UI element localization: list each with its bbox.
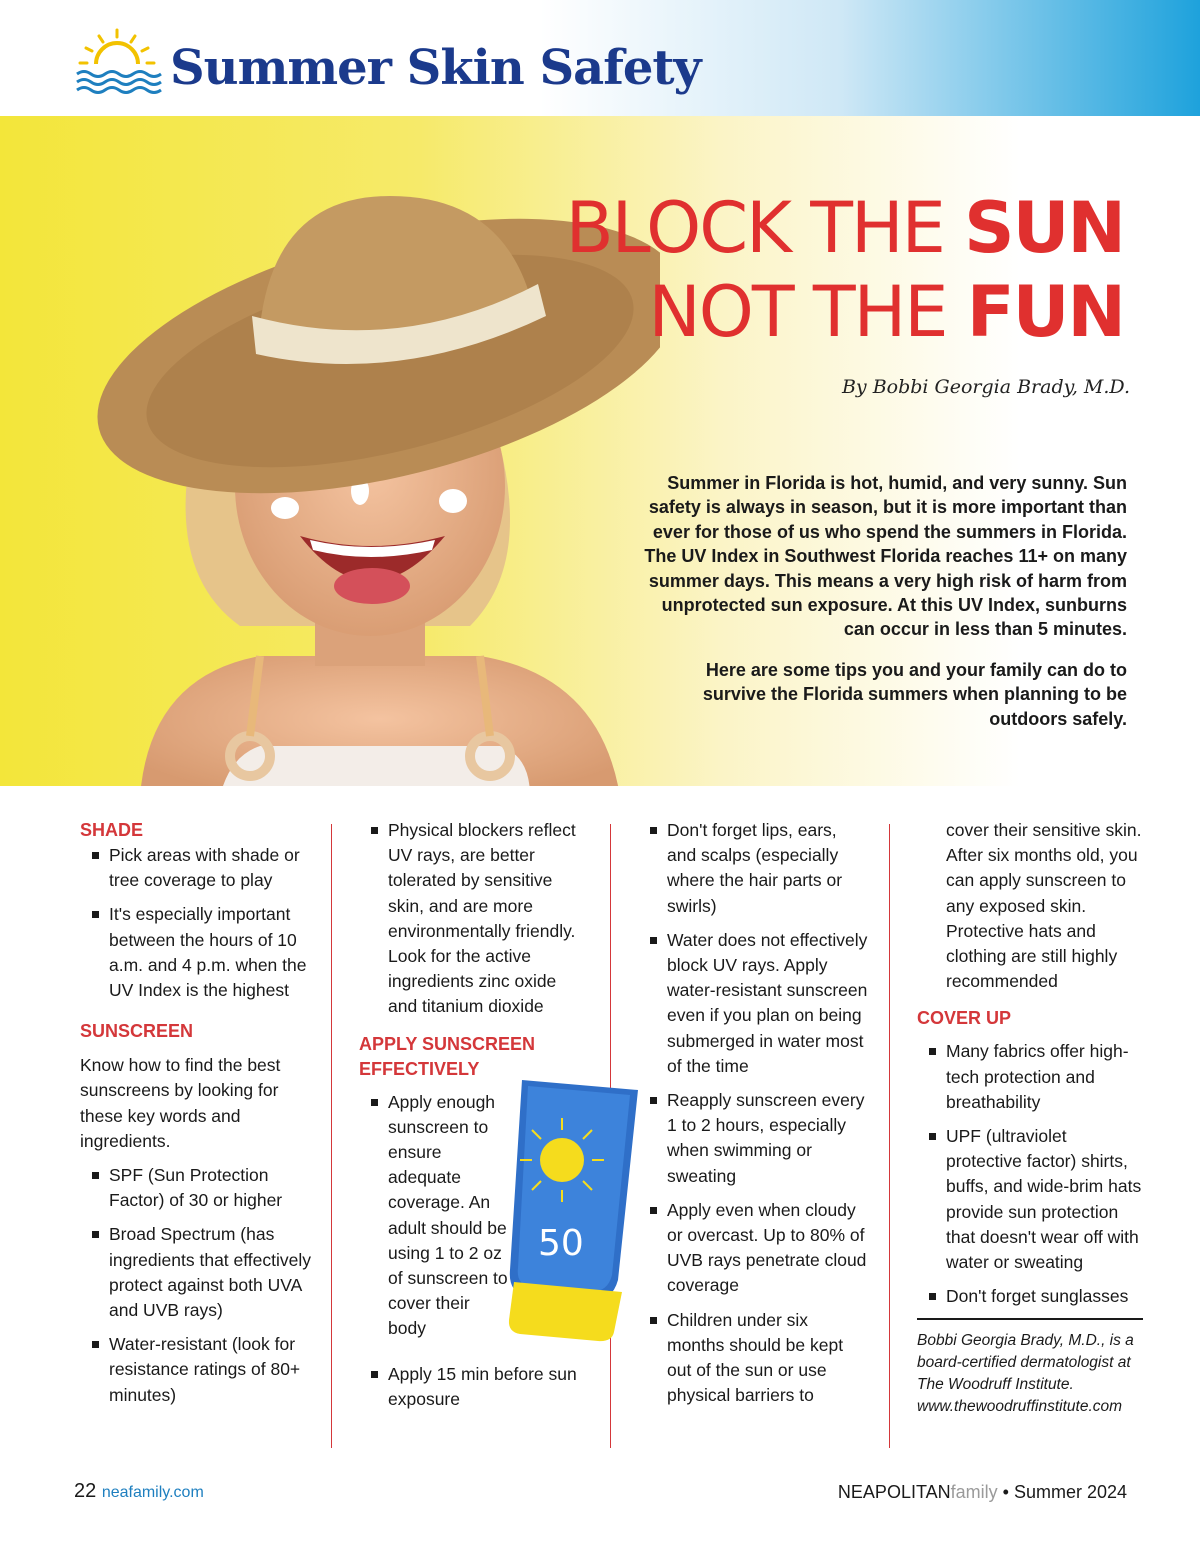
spf-label: 50 [538,1223,584,1264]
section-title: Summer Skin Safety [170,40,701,96]
cover-up-list [917,1039,1143,1309]
footer-right [838,1482,1127,1503]
list-item: Children under six months should be kept out of the sun or use physical barriers to [638,1308,870,1409]
tips-list [638,818,870,1408]
footer-left [74,1480,204,1503]
site-link[interactable]: neafamily.com [101,1484,204,1501]
list-item: Water does not effectively block UV rays. Apply water-resistant sunscreen even if you plan on being submerged in water most of the time [638,928,870,1079]
column-3 [638,818,870,1417]
sunscreen-intro: Know how to find the best sunscreens by looking for these key words and ingredients. [80,1055,281,1151]
shade-heading: SHADE [80,820,144,840]
list-item: Many fabrics offer high-tech protection and breathability [917,1039,1143,1115]
list-item: Apply even when cloudy or overcast. Up to 80% of UVB rays penetrate cloud coverage [638,1198,870,1299]
apply-sunscreen-heading: APPLY SUNSCREEN EFFECTIVELY [359,1033,536,1079]
column-4 [917,818,1143,1418]
headline-line2-light: NOT THE [648,271,967,353]
byline: By Bobbi Georgia Brady, M.D. [841,376,1130,398]
list-item: UPF (ultraviolet protective factor) shirts, buffs, and wide-brim hats provide sun protection that doesn't wear off with water or sweating [917,1124,1143,1275]
sunscreen-heading: SUNSCREEN [80,1021,194,1042]
sunscreen-list [80,1163,316,1408]
list-item: Apply enough sunscreen to ensure adequate coverage. An adult should be using 1 to 2 oz of sunscreen to cover their body [359,1090,509,1342]
physical-blockers-list [359,818,589,1020]
list-item: Water-resistant (look for resistance ratings of 80+ minutes) [80,1332,316,1408]
author-bio: Bobbi Georgia Brady, M.D., is a board-certified dermatologist at The Woodruff Institute. www.thewoodruffinstitute.com [917,1318,1143,1418]
column-1 [80,818,316,1417]
shade-list [80,843,316,1003]
magazine-family: family [950,1482,998,1502]
list-item: Reapply sunscreen every 1 to 2 hours, especially when swimming or sweating [638,1088,870,1189]
list-item: Broad Spectrum (has ingredients that effectively protect against both UVA and UVB rays) [80,1222,316,1323]
column-rule [331,824,332,1448]
hero-section [0,116,1200,786]
intro-paragraph: Summer in Florida is hot, humid, and very sunny. Sun safety is always in season, but it is more important than ever for those of us who spend the summers in Florida. The UV Index in Southwest Florida reaches 11+ on many summer days. This means a very high risk of harm from unprotected sun exposure. At this UV Index, sunburns can occur in less than 5 minutes. [644,473,1127,640]
list-item: SPF (Sun Protection Factor) of 30 or higher [80,1163,316,1213]
list-item: Don't forget lips, ears, and scalps (especially where the hair parts or swirls) [638,818,870,919]
list-item: Physical blockers reflect UV rays, are better tolerated by sensitive skin, and are more environmentally friendly. Look for the active ingredients zinc oxide and titanium dioxide [359,818,589,1020]
apply-list [359,1090,509,1342]
page-number: 22 [74,1480,97,1502]
cover-up-heading: COVER UP [917,1008,1012,1029]
issue-label: • Summer 2024 [997,1482,1127,1502]
headline [566,186,1124,354]
magazine-brand: NEAPOLITAN [837,1482,951,1502]
apply-list-2 [359,1362,589,1412]
list-item: Pick areas with shade or tree coverage to play [80,843,316,893]
continued-text: cover their sensitive skin. After six months old, you can apply sunscreen to any exposed skin. Protective hats and clothing are still highly recommended [946,820,1142,992]
headline-line1-bold: SUN [964,187,1124,269]
list-item: Apply 15 min before sun exposure [359,1362,589,1412]
headline-line2-bold: FUN [966,271,1124,353]
list-item: It's especially important between the hours of 10 a.m. and 4 p.m. when the UV Index is the highest [80,902,316,1003]
list-item: Don't forget sunglasses [917,1284,1143,1309]
column-rule [889,824,890,1448]
header-band [0,0,1200,116]
intro-tips-paragraph: Here are some tips you and your family can do to survive the Florida summers when planning to be outdoors safely. [702,660,1127,729]
sun-over-waves-icon [72,26,162,98]
sunscreen-tube-icon [500,1070,650,1350]
headline-line1-light: BLOCK THE [565,187,965,269]
